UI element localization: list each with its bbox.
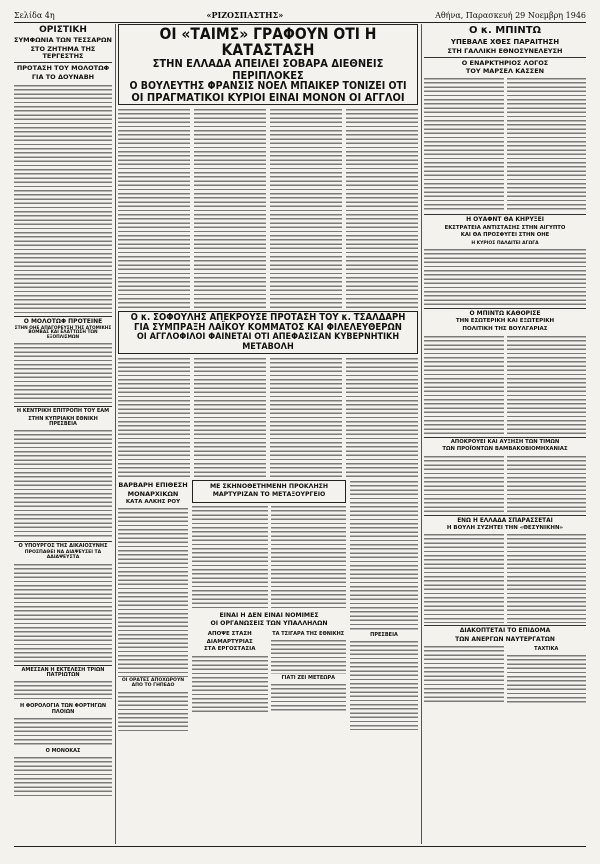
article-heading: ΤΟΥ ΜΑΡΣΕΛ ΚΑΣΣΕΝ [465,67,545,76]
article-body [118,507,188,677]
article-body [14,680,112,702]
article-body [350,480,418,630]
provocation-heading-box [192,480,346,503]
article-heading: ΤΩΝ ΑΝΕΡΓΩΝ ΝΑΥΤΕΡΓΑΤΩΝ [455,635,555,643]
article-body [424,645,504,705]
article-body [346,108,418,308]
article-body [14,717,112,747]
article-body [14,563,112,663]
article-heading: ΜΕ ΣΚΗΝΟΘΕΤΗΜΕΝΗ ΠΡΟΚΛΗΣΗ [209,482,329,490]
article-heading: ΑΠΟΨΕ ΣΤΑΣΗ [207,630,252,637]
column-separator [421,24,422,844]
banner-headline: ΟΙ ΑΓΓΛΟΦΙΛΟΙ ΦΑΙΝΕΤΑΙ ΟΤΙ ΑΠΕΦΑΣΙΣΑΝ ΚΥΒΕΡΝΗΤΙΚΗ ΜΕΤΑΒΟΛΗ [136,332,400,352]
article-body [118,108,190,308]
article-body [346,357,418,477]
article-heading: Ο ΥΠΟΥΡΓΟΣ ΤΗΣ ΔΙΚΑΙΟΣΥΝΗΣ [18,543,108,550]
article-body [271,639,347,674]
article-body [271,683,347,713]
article-heading: ΓΙΑ ΤΟ ΔΟΥΝΑΒΗ [31,72,95,81]
article-heading: ΑΜΕΣΣΑΝ Η ΕΚΤΕΛΕΣΗ ΤΡΙΩΝ ΠΑΤΡΙΩΤΩΝ [21,666,105,679]
article-body [14,756,112,796]
page-number: Σελίδα 4η [14,10,55,20]
article-heading: Η ΦΟΡΟΛΟΓΙΑ ΤΩΝ ΦΟΡΤΗΓΩΝ ΠΛΟΙΩΝ [19,703,107,715]
issue-date: Αθήνα, Παρασκευή 29 Νοεμβρη 1946 [435,10,586,20]
banner-headline: ΓΙΑ ΣΥΜΠΡΑΞΗ ΛΑΪΚΟΥ ΚΟΜΜΑΤΟΣ ΚΑΙ ΦΙΛΕΛΕΥΘΕΡΩΝ [134,322,402,334]
article-heading: ΟΡΙΣΤΙΚΗ [39,25,87,35]
article-heading: Η ΒΟΥΛΗ ΣΥΖΗΤΕΙ ΤΗΝ «ΘΕΣΥΝΙΚΗΝ» [446,524,564,531]
article-body [424,335,504,435]
article-body [14,429,112,539]
article-heading: ΣΤΑ ΕΡΓΟΣΤΑΣΙΑ [204,646,256,653]
article-heading: ΣΤΟ ΖΗΤΗΜΑ ΤΗΣ ΤΕΡΓΕΣΤΗΣ [30,45,96,61]
article-body [507,654,587,704]
article-heading: ΕΝΩ Η ΕΛΛΑΔΑ ΣΠΑΡΑΣΣΕΤΑΙ [457,517,553,524]
article-body [270,108,342,308]
article-heading: ΠΟΛΙΤΙΚΗ ΤΗΣ ΒΟΥΛΓΑΡΙΑΣ [462,325,548,332]
article-heading: ΒΑΡΒΑΡΗ ΕΠΙΘΕΣΗ [118,480,188,489]
article-body [194,108,266,308]
article-body [424,455,504,513]
article-heading: Ο ΜΠΙΝΤΩ ΚΑΘΟΡΙΣΕ [469,309,541,317]
article-heading: ΜΑΡΤΥΡΙΖΑΝ ΤΟ ΜΕΤΑΞΟΥΡΓΕΙΟ [212,491,326,499]
article-heading: ΑΠΟΚΡΟΥΕΙ ΚΑΙ ΑΥΞΗΣΗ ΤΩΝ ΤΙΜΩΝ [450,438,560,445]
article-body [192,655,268,715]
article-heading: ΣΥΜΦΩΝΙΑ ΤΩΝ ΤΕΣΣΑΡΩΝ [14,36,112,45]
article-heading: Ο ΜΟΝΟΚΑΣ [45,747,81,754]
article-heading: ΟΙ ΟΡΑΤΕΣ ΑΠΟΧΩΡΟΥΝ ΑΠΟ ΤΟ ΓΗΠΕΔΟ [121,678,185,689]
article-subheading: ΣΤΗΝ ΟΗΕ ΑΠΑΓΟΡΕΥΣΗ ΤΗΣ ΑΤΟΜΙΚΗΣ ΒΟΜΒΑΣ ΚΑΙ ΕΛΑΤΤΩΣΗ ΤΩΝ ΕΞΟΠΛΙΣΜΩΝ [14,325,112,340]
article-heading: ΕΚΣΤΡΑΤΕΙΑ ΑΝΤΙΣΤΑΣΗΣ ΣΤΗΝ ΑΙΓΥΠΤΟ [444,224,566,231]
article-body [424,533,504,623]
article-heading: ΟΙ ΟΡΓΑΝΩΣΕΙΣ ΤΩΝ ΥΠΑΛΛΗΛΩΝ [210,620,328,628]
article-heading: ΤΑ ΤΣΙΓΑΡΑ ΤΗΣ ΕΘΝΙΚΗΣ [272,630,345,637]
article-heading: Ο ΜΟΛΟΤΩΦ ΠΡΟΤΕΙΝΕ [23,317,103,325]
article-body [194,357,266,477]
article-heading: ΜΟΝΑΡΧΙΚΩΝ [127,489,179,498]
article-heading: Η ΟΥΑΦΝΤ ΘΑ ΚΗΡΥΞΕΙ [466,216,544,224]
article-body [507,533,587,623]
article-body [424,248,586,306]
article-body [192,505,268,610]
article-body [270,357,342,477]
article-heading: ΔΙΑΚΟΠΤΕΤΑΙ ΤΟ ΕΠΙΔΟΜΑ [459,627,551,635]
article-heading: Ο κ. ΜΠΙΝΤΩ [468,25,542,36]
article-body [350,640,418,730]
article-heading: ΠΡΟΤΑΣΗ ΤΟΥ ΜΟΛΟΤΩΦ [16,63,110,72]
article-heading: Η ΚΕΝΤΡΙΚΗ ΕΠΙΤΡΟΠΗ ΤΟΥ ΕΑΜ [16,408,110,415]
article-subheading: ΣΤΗΝ ΚΥΠΡΙΑΚΗ ΕΘΝΙΚΗ ΠΡΕΣΒΕΙΑ [28,415,98,427]
article-heading: ΥΠΕΒΑΛΕ ΧΘΕΣ ΠΑΡΑΙΤΗΣΗ [450,37,560,46]
article-heading: ΤΩΝ ΠΡΟΪΟΝΤΩΝ ΒΑΜΒΑΚΟΒΙΟΜΗΧΑΝΙΑΣ [442,446,568,453]
page-header [14,9,586,21]
article-heading: ΤΗΝ ΕΣΩΤΕΡΙΚΗ ΚΑΙ ΕΞΩΤΕΡΙΚΗ [455,317,555,324]
article-body [118,691,188,731]
right-column [424,24,586,844]
article-heading: Ο ΕΝΑΡΚΤΗΡΙΟΣ ΛΟΓΟΣ [461,58,549,67]
article-heading: ΔΙΑΜΑΡΤΥΡΙΑΣ [206,638,253,645]
article-heading: ΚΑΙ ΘΑ ΠΡΟΣΦΥΓΕΙ ΣΤΗΝ ΟΗΕ [460,232,550,239]
article-subheading: ΠΡΟΣΠΑΘΕΙ ΝΑ ΔΙΑΨΕΥΣΕΙ ΤΑ ΑΔΙΑΨΕΥΣΤΑ [24,550,102,561]
center-column [118,24,418,844]
article-body [14,84,112,314]
article-body [507,335,587,435]
article-heading: ΠΡΕΣΒΕΙΑ [370,631,398,638]
left-column [14,24,112,844]
article-body [118,357,190,477]
column-separator [115,24,116,844]
banner-headline: ΟΙ «ΤΑΙΜΣ» ΓΡΑΦΟΥΝ ΟΤΙ Η ΚΑΤΑΣΤΑΣΗ [159,25,377,60]
newspaper-name: «ΡΙΖΟΣΠΑΣΤΗΣ» [206,10,284,20]
article-body [424,77,504,212]
lead-story-banner [118,24,418,105]
article-subheading: Η ΚΥΡΙΟΣ ΠΑΛΑΙΤΕΙ ΑΓΩΓΑ [471,240,539,246]
second-story-banner [118,311,418,353]
banner-headline: Ο ΒΟΥΛΕΥΤΗΣ ΦΡΑΝΣΙΣ ΝΟΕΛ ΜΠΑΙΚΕΡ ΤΟΝΙΖΕΙ ΟΤΙ [129,80,407,93]
article-body [271,505,347,610]
article-heading: ΣΤΗ ΓΑΛΛΙΚΗ ΕΘΝΟΣΥΝΕΛΕΥΣΗ [447,46,563,55]
article-heading: ΓΙΑΤΙ ΖΕΙ ΜΕΤΕΩΡΑ [281,675,336,682]
article-body [507,455,587,513]
banner-headline: ΣΤΗΝ ΕΛΛΑΔΑ ΑΠΕΙΛΕΙ ΣΟΒΑΡΑ ΔΙΕΘΝΕΙΣ ΠΕΡΙΠΛΟΚΕΣ [152,57,384,82]
article-body [14,342,112,404]
article-heading: ΕΙΝΑΙ Η ΔΕΝ ΕΙΝΑΙ ΝΟΜΙΜΕΣ [219,611,319,619]
banner-headline: ΟΙ ΠΡΑΓΜΑΤΙΚΟΙ ΚΥΡΙΟΙ ΕΙΝΑΙ ΜΟΝΟΝ ΟΙ ΑΓΓΛΟΙ [131,91,405,104]
footer-rule [14,846,586,847]
banner-headline: Ο κ. ΣΟΦΟΥΛΗΣ ΑΠΕΚΡΟΥΣΕ ΠΡΟΤΑΣΗ ΤΟΥ κ. ΤΣΑΛΔΑΡΗ [130,312,406,324]
header-rule [14,22,586,23]
article-heading: ΤΑΧΤΙΚΑ [534,646,559,653]
article-body [507,77,587,212]
article-heading: ΚΑΤΑ ΑΛΚΗΣ ΡΟΥ [125,498,181,505]
